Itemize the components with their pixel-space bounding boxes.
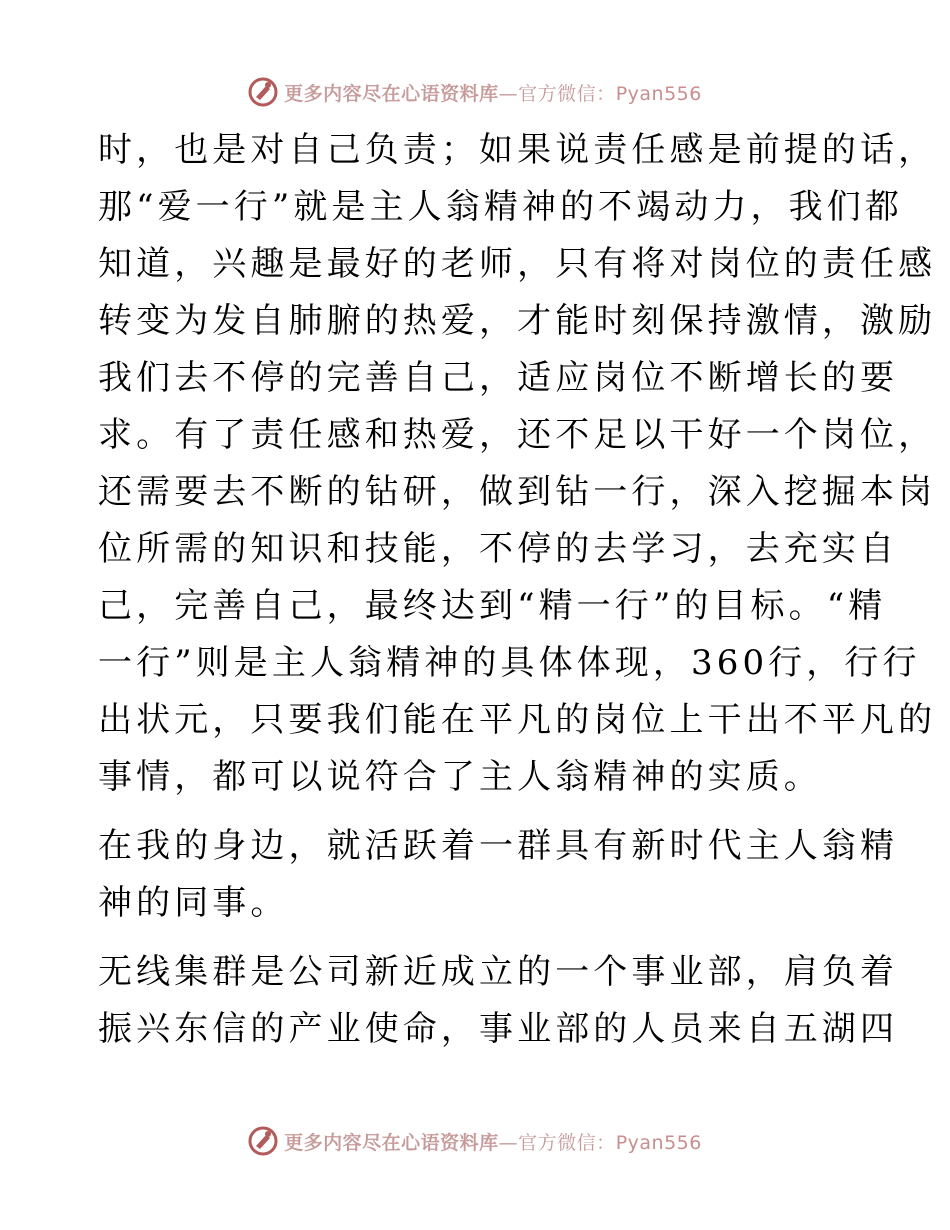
text-line: 己，完善自己，最终达到“精一行”的目标。“精 xyxy=(98,586,887,626)
watermark-brand: 更多内容尽在心语资料库 xyxy=(284,82,499,105)
text-line: 在我的身边，就活跃着一群具有新时代主人翁精 xyxy=(98,826,899,866)
text-line: 时，也是对自己负责；如果说责任感是前提的话， xyxy=(98,130,937,170)
text-line: 我们去不停的完善自己，适应岗位不断增长的要 xyxy=(98,358,899,398)
text-line: 转变为发自肺腑的热爱，才能时刻保持激情，激励 xyxy=(98,301,937,341)
paragraph-2 xyxy=(98,818,899,932)
paragraph-spacer xyxy=(98,806,858,818)
watermark-dash: — xyxy=(498,82,519,105)
watermark-contact-id: Pyan556 xyxy=(615,1131,702,1154)
text-line: 事情，都可以说符合了主人翁精神的实质。 xyxy=(98,757,822,797)
text-line: 还需要去不断的钻研，做到钻一行，深入挖掘本岗 xyxy=(98,472,937,512)
paragraph-1 xyxy=(98,122,937,806)
document-body xyxy=(98,122,937,1058)
text-line: 无线集群是公司新近成立的一个事业部，肩负着 xyxy=(98,952,899,992)
text-line: 求。有了责任感和热爱，还不足以干好一个岗位， xyxy=(98,415,937,455)
text-line: 神的同事。 xyxy=(98,883,289,923)
text-line: 振兴东信的产业使命，事业部的人员来自五湖四 xyxy=(98,1009,899,1049)
brand-logo-icon xyxy=(248,77,278,107)
paragraph-3 xyxy=(98,944,899,1058)
watermark-contact-label: 官方微信： xyxy=(518,82,616,105)
watermark-contact-label: 官方微信： xyxy=(518,1131,616,1154)
watermark-text xyxy=(284,79,702,106)
brand-logo-icon xyxy=(248,1126,278,1156)
text-line: 一行”则是主人翁精神的具体体现，360行，行行 xyxy=(98,643,921,683)
watermark-brand: 更多内容尽在心语资料库 xyxy=(284,1131,499,1154)
watermark-contact-id: Pyan556 xyxy=(615,82,702,105)
header-watermark xyxy=(0,72,950,112)
text-line: 位所需的知识和技能，不停的去学习，去充实自 xyxy=(98,529,899,569)
text-line: 出状元，只要我们能在平凡的岗位上干出不平凡的 xyxy=(98,700,937,740)
footer-watermark xyxy=(0,1121,950,1161)
watermark-dash: — xyxy=(498,1131,519,1154)
watermark-text xyxy=(284,1128,702,1155)
paragraph-spacer xyxy=(98,932,858,944)
text-line: 那“爱一行”就是主人翁精神的不竭动力，我们都 xyxy=(98,187,903,227)
text-line: 知道，兴趣是最好的老师，只有将对岗位的责任感 xyxy=(98,244,937,284)
